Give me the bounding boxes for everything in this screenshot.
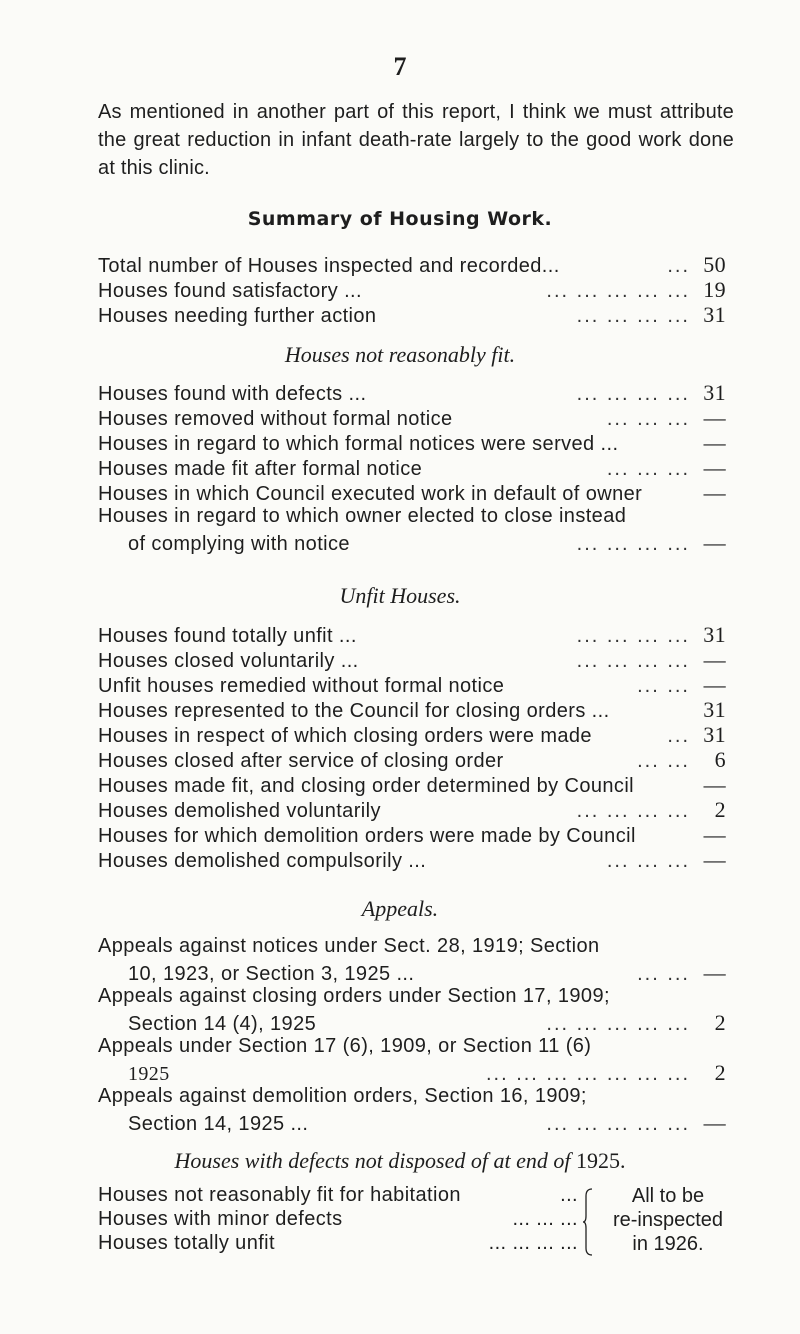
not-disposed-title: Houses with defects not disposed of at end of — [174, 1148, 571, 1173]
row-label: Houses closed after service of closing order — [98, 750, 504, 772]
row-label: Houses demolished compulsorily ... — [98, 850, 427, 872]
appeals-list — [98, 935, 726, 1135]
row-label: Houses demolished voluntarily — [98, 800, 381, 822]
row-value: 50 — [703, 252, 726, 277]
row-value: — — [703, 530, 726, 555]
appeals-heading: Appeals. — [361, 896, 439, 921]
intro-paragraph: As mentioned in another part of this report, I think we must attribute the great reduction in infant death-rate largely to the good work done at this clinic. — [98, 101, 734, 179]
summary-list — [98, 252, 726, 327]
row-value: — — [703, 822, 726, 847]
row-label: Section 14 (4), 1925 — [128, 1013, 317, 1035]
row-value: 2 — [714, 797, 726, 822]
list-item — [98, 1035, 726, 1060]
row-value: 31 — [703, 722, 726, 747]
row-value: — — [703, 672, 726, 697]
leader-dots: ... ... ... ... — [488, 1232, 578, 1254]
list-item — [98, 1085, 726, 1110]
row-label: Houses made fit after formal notice — [98, 458, 423, 480]
leader-dots: ... ... ... ... ... ... ... — [485, 1063, 690, 1085]
list-item — [98, 1110, 726, 1135]
row-label: Houses found satisfactory ... — [98, 280, 362, 302]
list-item — [98, 672, 726, 697]
not-fit-list — [98, 380, 726, 555]
row-value: 2 — [714, 1010, 726, 1035]
list-item — [98, 302, 726, 327]
page-number: 7 — [393, 52, 407, 81]
leader-dots: ... ... ... ... — [576, 533, 690, 555]
list-item — [98, 480, 726, 505]
row-label: Unfit houses remedied without formal notice — [98, 675, 505, 697]
not-disposed-list — [98, 1184, 738, 1256]
list-item — [98, 960, 726, 985]
row-label: Houses found with defects ... — [98, 383, 367, 405]
row-label: Houses for which demolition orders were made by Council — [98, 825, 636, 847]
unfit-heading: Unfit Houses. — [339, 583, 461, 608]
list-item — [98, 772, 726, 797]
note-line: in 1926. — [632, 1233, 704, 1255]
list-item — [98, 647, 726, 672]
row-value: 31 — [703, 697, 726, 722]
list-item — [98, 277, 726, 302]
list-item — [98, 1060, 726, 1085]
leader-dots: ... — [667, 725, 690, 747]
brace-icon — [583, 1188, 593, 1256]
leader-dots: ... ... ... — [606, 850, 690, 872]
row-label: Houses in regard to which owner elected to close instead — [98, 505, 627, 527]
row-label: 1925 — [128, 1063, 170, 1085]
row-label: Houses found totally unfit ... — [98, 625, 357, 647]
row-value: 19 — [703, 277, 726, 302]
list-item — [98, 530, 726, 555]
row-label: Houses in which Council executed work in default of owner — [98, 483, 643, 505]
list-item — [98, 455, 726, 480]
row-label: Houses in respect of which closing orders were made — [98, 725, 592, 747]
row-label: Houses not reasonably fit for habitation — [98, 1184, 461, 1206]
row-value: 31 — [703, 380, 726, 405]
row-value: — — [703, 1110, 726, 1135]
row-value: 2 — [714, 1060, 726, 1085]
row-label: Total number of Houses inspected and recorded... — [98, 255, 560, 277]
row-label: Section 14, 1925 ... — [128, 1113, 309, 1135]
row-label: of complying with notice — [128, 533, 350, 555]
row-value: — — [703, 847, 726, 872]
row-label: Houses made fit, and closing order determined by Council — [98, 775, 635, 797]
list-item — [98, 822, 726, 847]
leader-dots: ... — [560, 1184, 578, 1206]
list-item — [98, 405, 726, 430]
leader-dots: ... ... ... ... ... — [546, 1013, 690, 1035]
list-item — [98, 505, 726, 530]
row-label: Appeals against demolition orders, Section 16, 1909; — [98, 1085, 587, 1107]
leader-dots: ... ... ... — [606, 408, 690, 430]
list-item — [98, 380, 726, 405]
list-item — [98, 722, 726, 747]
row-value: — — [703, 960, 726, 985]
leader-dots: ... ... ... ... — [576, 800, 690, 822]
leader-dots: ... ... ... ... — [576, 650, 690, 672]
list-item — [98, 622, 726, 647]
reinspection-note — [598, 1184, 738, 1256]
row-value: — — [703, 405, 726, 430]
row-label: Houses closed voluntarily ... — [98, 650, 359, 672]
row-value: 6 — [714, 747, 726, 772]
not-disposed-year: 1925. — [575, 1148, 626, 1173]
row-label: Houses removed without formal notice — [98, 408, 453, 430]
row-label: Houses needing further action — [98, 305, 377, 327]
note-line: re-inspected — [612, 1209, 724, 1231]
row-label: Houses totally unfit — [98, 1232, 275, 1254]
list-item — [98, 847, 726, 872]
row-label: Appeals against notices under Sect. 28, 1919; Section — [98, 935, 600, 957]
row-label: Houses in regard to which formal notices were served ... — [98, 433, 619, 455]
row-value: 31 — [703, 622, 726, 647]
row-label: Houses represented to the Council for closing orders ... — [98, 700, 610, 722]
list-item — [98, 697, 726, 722]
leader-dots: ... ... — [637, 675, 690, 697]
leader-dots: ... ... ... — [512, 1208, 578, 1230]
row-label: Houses with minor defects — [98, 1208, 343, 1230]
not-fit-heading: Houses not reasonably fit. — [284, 342, 516, 367]
row-value: — — [703, 480, 726, 505]
note-line: All to be — [631, 1185, 705, 1207]
leader-dots: ... ... — [637, 750, 690, 772]
list-item — [98, 985, 726, 1010]
list-item — [98, 935, 726, 960]
not-disposed-heading — [0, 1148, 800, 1174]
row-value: 31 — [703, 302, 726, 327]
list-item — [98, 252, 726, 277]
leader-dots: ... — [667, 255, 690, 277]
row-value: — — [703, 647, 726, 672]
row-label: Appeals under Section 17 (6), 1909, or Section 11 (6) — [98, 1035, 592, 1057]
leader-dots: ... ... ... ... ... — [546, 1113, 690, 1135]
leader-dots: ... ... ... ... — [576, 305, 690, 327]
leader-dots: ... ... — [637, 963, 690, 985]
leader-dots: ... ... ... — [606, 458, 690, 480]
row-value: — — [703, 772, 726, 797]
leader-dots: ... ... ... ... — [576, 625, 690, 647]
row-value: — — [703, 430, 726, 455]
list-item — [98, 797, 726, 822]
list-item — [98, 1010, 726, 1035]
row-label: Appeals against closing orders under Section 17, 1909; — [98, 985, 610, 1007]
list-item — [98, 747, 726, 772]
leader-dots: ... ... ... ... ... — [546, 280, 690, 302]
summary-heading: Summary of Housing Work. — [247, 208, 553, 230]
unfit-list — [98, 622, 726, 872]
row-label: 10, 1923, or Section 3, 1925 ... — [128, 963, 415, 985]
leader-dots: ... ... ... ... — [576, 383, 690, 405]
row-value: — — [703, 455, 726, 480]
list-item — [98, 430, 726, 455]
